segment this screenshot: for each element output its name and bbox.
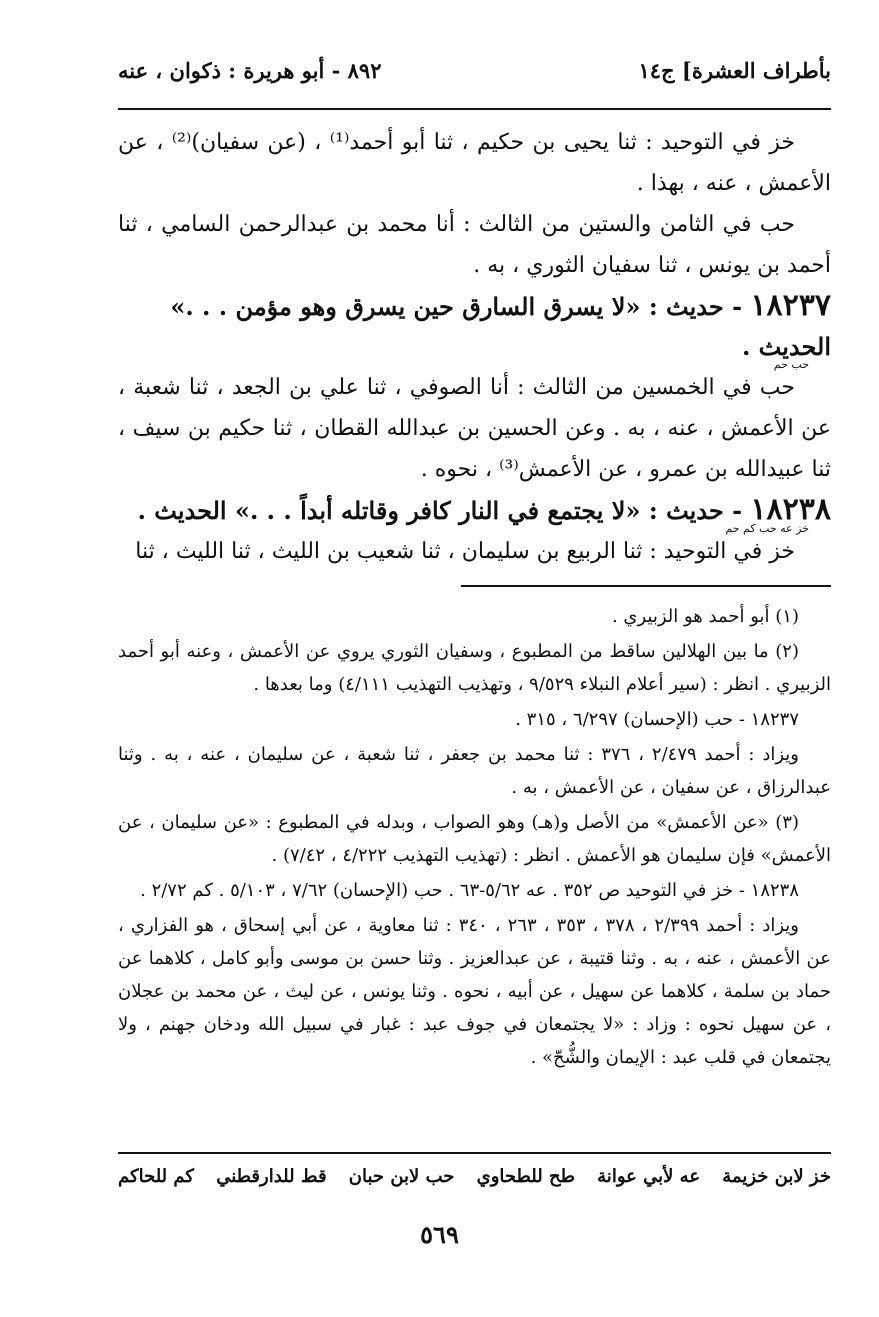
header-book-title: بأطراف العشرة] ج١٤ (638, 58, 831, 83)
header-rule (118, 108, 831, 110)
hadith-number: ١٨٢٣٨ (750, 492, 831, 527)
header-chapter-title: ٨٩٢ - أبو هريرة : ذكوان ، عنه (118, 58, 382, 83)
abbreviation-item: قط للدارقطني (216, 1166, 327, 1187)
hadith-text: - حديث : «لا يجتمع في النار كافر وقاتله أبداً . . .» الحديث . (137, 496, 743, 525)
footnote: ١٨٢٣٨ - خز في التوحيد ص ٣٥٢ . عه ٥/٦٢-٦٣ . حب (الإحسان) ٧/٦٢ ، ٥/١٠٣ . كم ٢/٧٢ . (140, 880, 799, 901)
page-number: ٥٦٩ (420, 1220, 459, 1249)
footnote: ويزاد : أحمد ٢/٤٧٩ ، ٣٧٦ : ثنا محمد بن جعفر ، ثنا شعبة ، عن سليمان ، عنه ، به . وثنا عبدالرزاق ، عن سفيان ، عن الأعمش ، به . (118, 744, 831, 798)
footnote: ١٨٢٣٧ - حب (الإحسان) ٦/٢٩٧ ، ٣١٥ . (515, 709, 799, 730)
footnote-separator (461, 585, 831, 587)
abbreviation-item: طح للطحاوي (476, 1166, 575, 1187)
main-text (118, 122, 831, 572)
hadith-text: - حديث : «لا يسرق السارق حين يسرق وهو مؤمن . . .» الحديث . (170, 292, 831, 361)
paragraph: خز في التوحيد : ثنا الربيع بن سليمان ، ثنا شعيب بن الليث ، ثنا الليث ، ثنا (135, 539, 795, 564)
footnote: (٣) «عن الأعمش» من الأصل و(هـ) وهو الصواب ، وبدله في المطبوع : «عن سليمان ، عن الأعمش» فإن سليمان هو الأعمش . انظر : (تهذيب التهذيب ٤/٢٢٢ ، ٧/٤٢) . (118, 812, 831, 866)
paragraph: خز في التوحيد : ثنا يحيى بن حكيم ، ثنا أبو أحمد⁽¹⁾ ، (عن سفيان)⁽²⁾ ، عن الأعمش ، عنه ، بهذا . (118, 130, 831, 196)
bottom-rule (118, 1152, 831, 1154)
footnote: (١) أبو أحمد هو الزبيري . (611, 606, 799, 627)
footnotes (118, 600, 831, 1076)
hadith-heading-18238 (118, 490, 831, 535)
hadith-sigla: حب حم (773, 358, 809, 371)
paragraph: حب في الثامن والستين من الثالث : أنا محمد بن عبدالرحمن السامي ، ثنا أحمد بن يونس ، ثنا سفيان الثوري ، به . (118, 212, 831, 278)
hadith-heading-18237 (118, 286, 831, 371)
footnote: ويزاد : أحمد ٢/٣٩٩ ، ٣٧٨ ، ٣٥٣ ، ٢٦٣ ، ٣٤٠ : ثنا معاوية ، عن أبي إسحاق ، هو الفزاري ، عن الأعمش ، عنه ، به . وثنا قتيبة ، عن عبدالعزيز . وثنا حسن بن موسى وأبو كامل ، كلاهما عن حماد بن سلمة ، كلاهما عن سهيل ، عن أبيه ، نحوه . وثنا يونس ، عن ليث ، عن محمد بن عجلان ، عن سهيل نحوه : وزاد : «لا يجتمعان في جوف عبد : غبار في سبيل الله ودخان جهنم ، ولا يجتمعان في قلب عبد : الإيمان والشُّحّ» . (118, 915, 831, 1068)
footnote: (٢) ما بين الهلالين ساقط من المطبوع ، وسفيان الثوري يروي عن الأعمش ، وعنه أبو أحمد الزبيري . انظر : (سير أعلام النبلاء ٩/٥٢٩ ، وتهذيب التهذيب ٤/١١١) وما بعدها . (118, 641, 831, 695)
running-header (118, 58, 831, 94)
hadith-number: ١٨٢٣٧ (750, 288, 831, 323)
abbreviation-item: كم للحاكم (118, 1166, 194, 1187)
abbreviation-item: عه لأبي عوانة (597, 1166, 701, 1187)
paragraph: حب في الخمسين من الثالث : أنا الصوفي ، ثنا علي بن الجعد ، ثنا شعبة ، عن الأعمش ، عنه ، به . وعن الحسين بن عبدالله القطان ، ثنا حكيم بن سيف ، ثنا عبيدالله بن عمرو ، عن الأعمش⁽³⁾ ، نحوه . (118, 375, 831, 482)
abbreviation-item: خز لابن خزيمة (722, 1166, 831, 1187)
abbreviation-key (118, 1166, 831, 1196)
abbreviation-item: حب لابن حبان (348, 1166, 455, 1187)
hadith-sigla: خز عه حب كم حم (725, 522, 809, 535)
